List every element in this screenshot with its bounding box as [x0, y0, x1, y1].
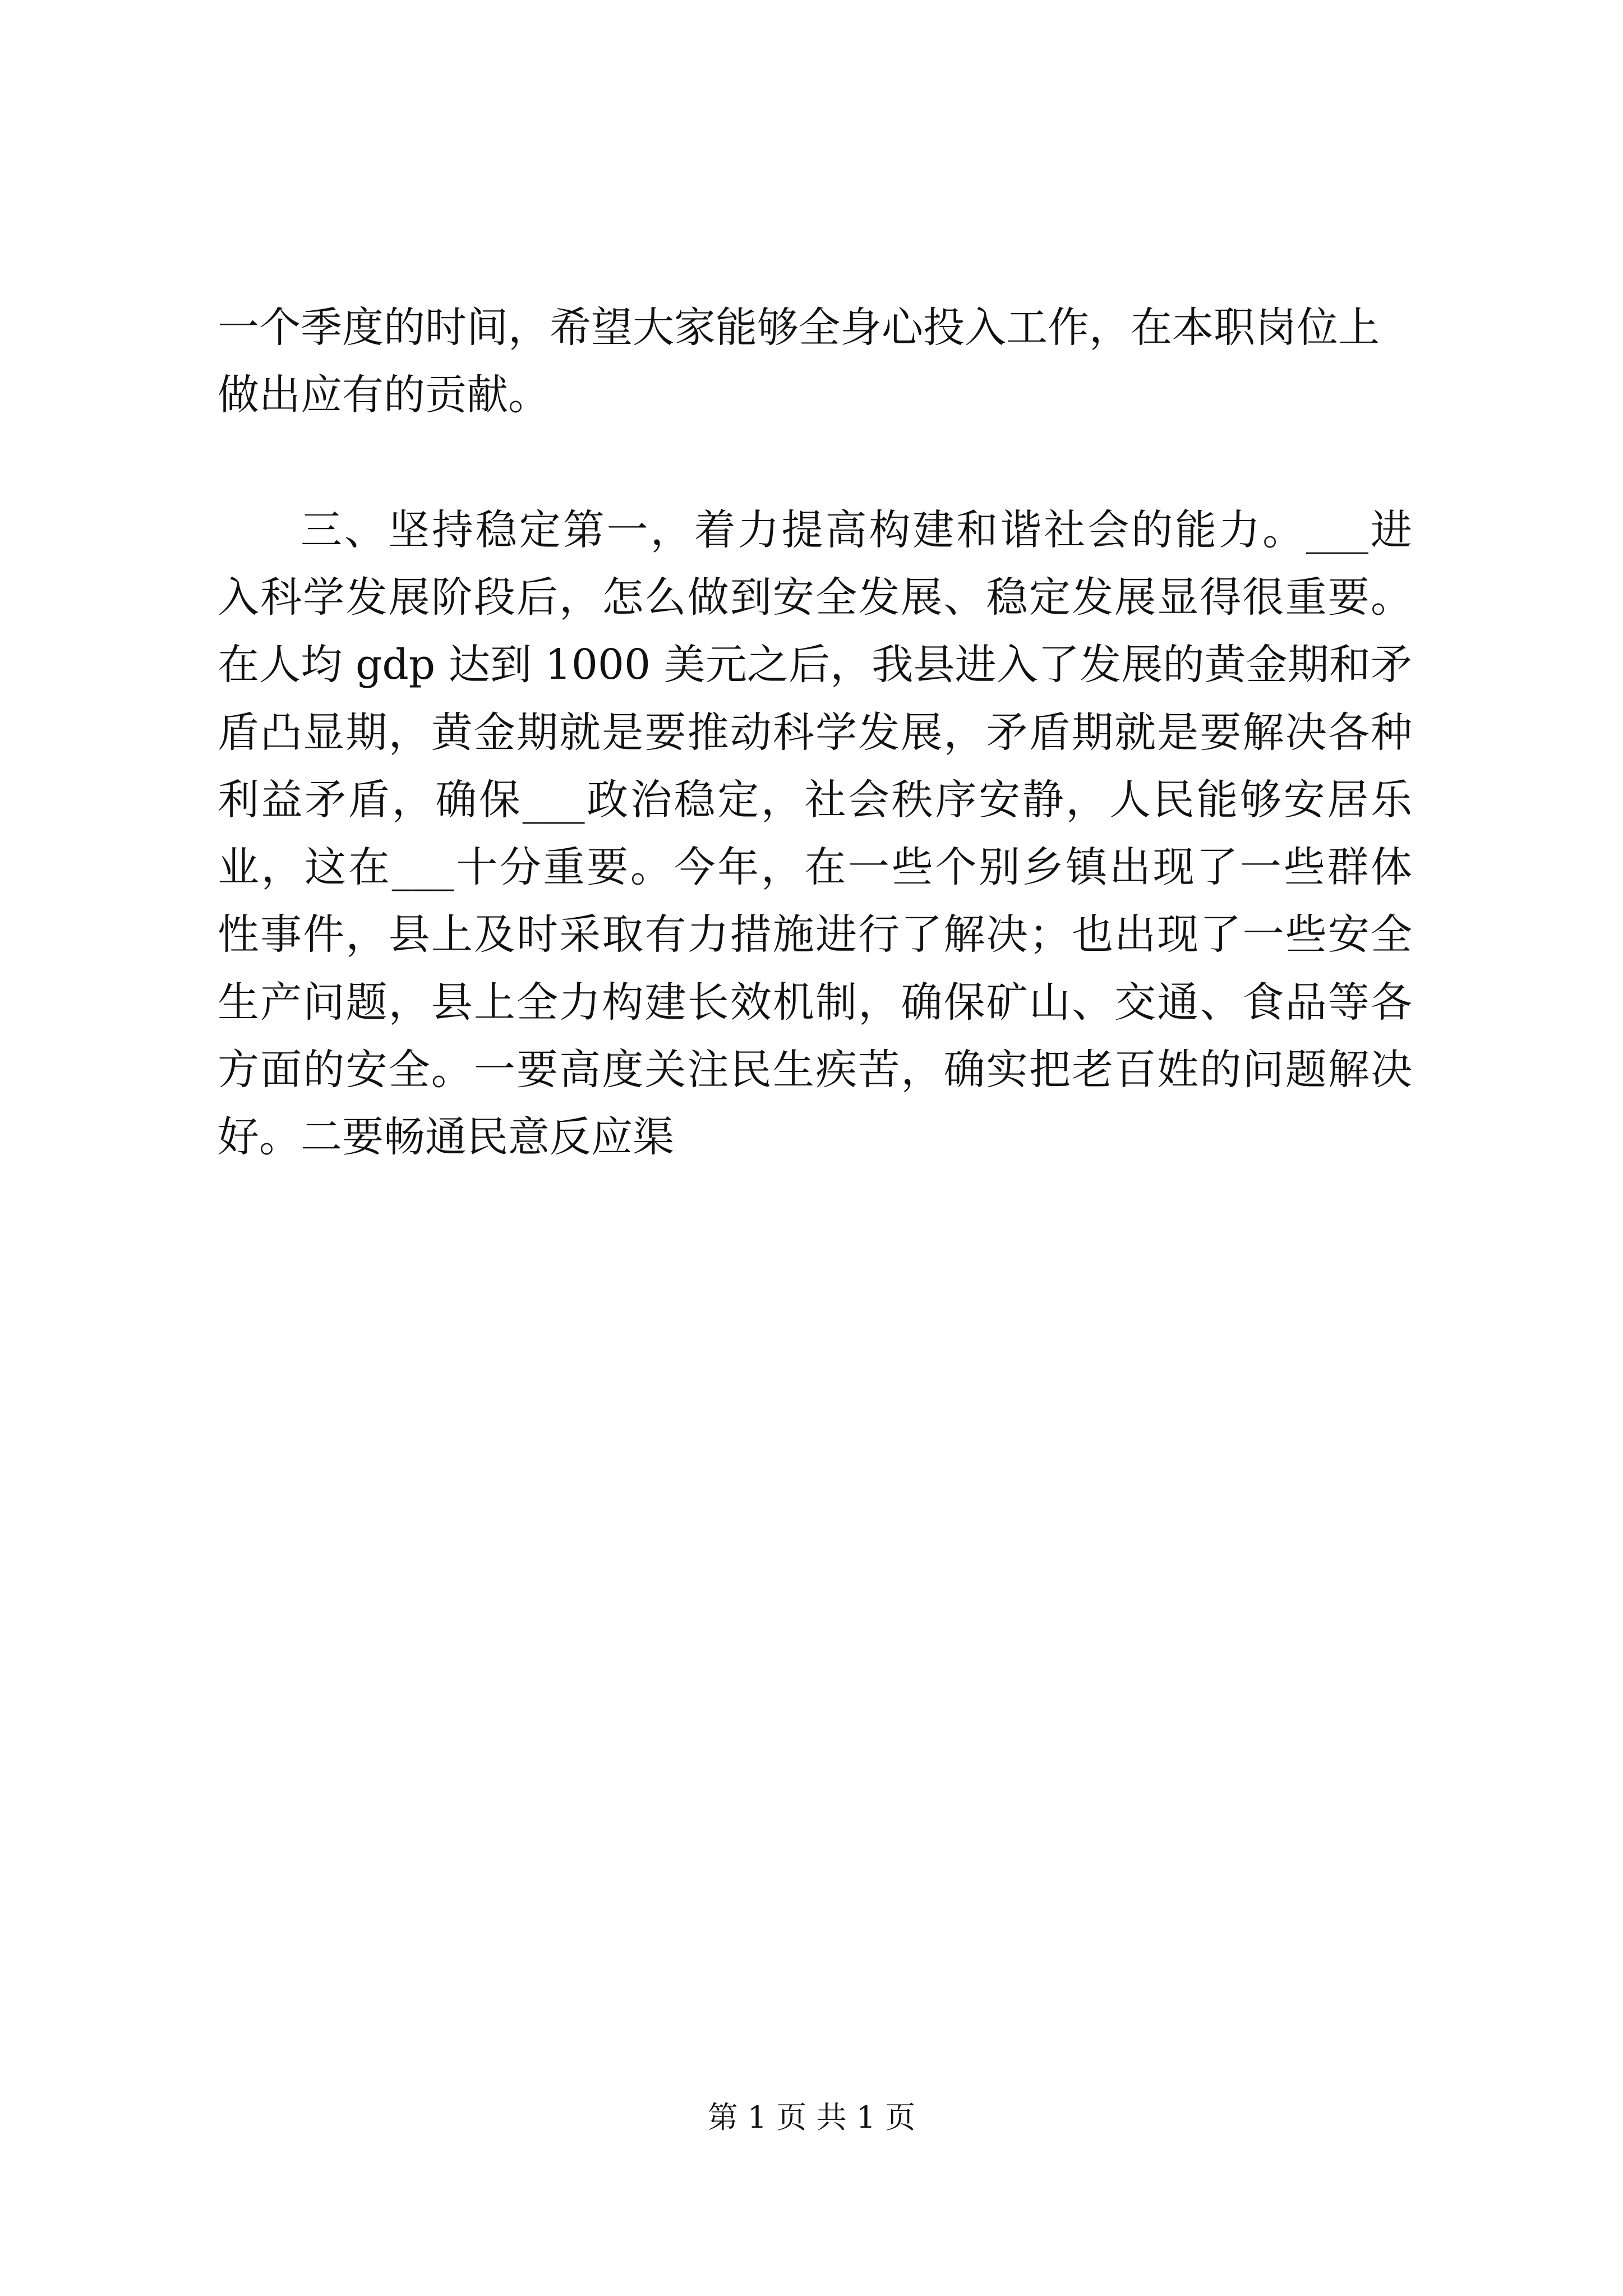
- body-line-6: 盾凸显期，黄金期就是要推动科学发展，矛盾期就是要解决各种: [218, 708, 1412, 757]
- body-line-4: 入科学发展阶段后，怎么做到安全发展、稳定发展显得很重要。: [218, 573, 1412, 622]
- body-line-3: 三、坚持稳定第一，着力提高构建和谐社会的能力。___进: [301, 506, 1412, 554]
- body-line-2: 做出应有的贡献。: [218, 371, 550, 419]
- body-line-8: 业，这在___十分重要。今年，在一些个别乡镇出现了一些群体: [218, 843, 1412, 891]
- body-line-9: 性事件，县上及时采取有力措施进行了解决；也出现了一些安全: [218, 910, 1412, 959]
- body-line-1: 一个季度的时间，希望大家能够全身心投入工作，在本职岗位上: [218, 303, 1380, 352]
- page-number-footer: 第 1 页 共 1 页: [707, 2100, 916, 2135]
- body-line-7: 利益矛盾，确保___政治稳定，社会秩序安静，人民能够安居乐: [218, 776, 1412, 824]
- body-line-10: 生产问题，县上全力构建长效机制，确保矿山、交通、食品等各: [218, 978, 1412, 1027]
- body-line-12: 好。二要畅通民意反应渠: [218, 1113, 674, 1161]
- body-line-5: 在人均 gdp 达到 1000 美元之后，我县进入了发展的黄金期和矛: [218, 641, 1412, 689]
- body-line-11: 方面的安全。一要高度关注民生疾苦，确实把老百姓的问题解决: [218, 1046, 1412, 1094]
